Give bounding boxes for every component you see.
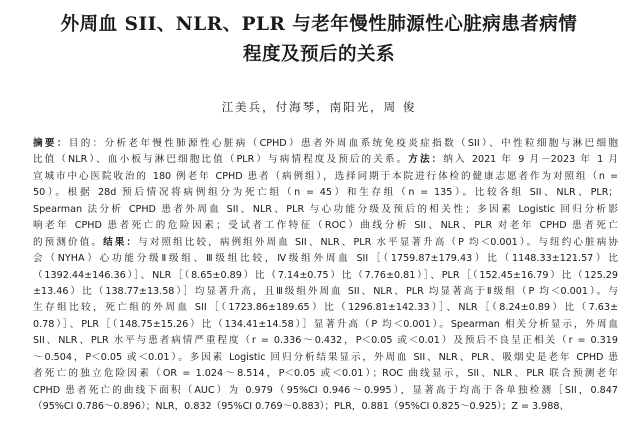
abstract-line [33, 399, 618, 415]
abstract-line [33, 366, 618, 382]
abstract-text: 0.78）］、PLR［（148.75±15.26）比（134.41±14.58）］显著升高（P 均＜0.001）。Spearman 相关分析显示，外周血 [33, 318, 618, 330]
abstract-text: 纳入 2021 年 9 月－2023 年 1 月 [443, 154, 618, 166]
abstract-text: 的预测价值。 [33, 236, 104, 248]
abstract-line [33, 300, 618, 316]
abstract-line [33, 235, 618, 251]
abstract-text: SII、NLR、PLR 水平与患者病情严重程度（r = 0.336～0.432，P＜0.05 或＜0.01）及预后不良呈正相关（r = 0.319 [33, 335, 618, 347]
abstract-line [33, 169, 618, 185]
abstract-text: 响老年 CPHD 患者死亡的危险因素；受试者工作特征（ROC）曲线分析 SII、NLR、PLR 对老年 CPHD 患者死亡 [33, 220, 618, 232]
abstract [33, 136, 618, 415]
abstract-text: 会（NYHA）心功能分级Ⅱ级组、Ⅲ级组比较，Ⅳ级组外周血 SII［（1759.87±179.43）比（1148.33±121.57）比 [33, 253, 618, 265]
abstract-line [33, 251, 618, 267]
abstract-line [33, 268, 618, 284]
abstract-line [33, 185, 618, 201]
abstract-text: 生存组比较，死亡组的外周血 SII［（1723.86±189.65）比（1296.81±142.33）］、NLR［（8.24±0.89）比（7.63± [33, 302, 618, 314]
abstract-line [33, 152, 618, 168]
abstract-line [33, 284, 618, 300]
abstract-line [33, 202, 618, 218]
abstract-text: （1392.44±146.36）］、NLR［（8.65±0.89）比（7.14±0.75）比（7.76±0.81）］、PLR［（152.45±16.79）比（125.29 [33, 269, 618, 281]
result-label: 结果： [103, 236, 139, 248]
abstract-line [33, 350, 618, 366]
abstract-text: 比值（NLR）、血小板与淋巴细胞比值（PLR）与病情程度及预后的关系。 [33, 154, 409, 166]
abstract-line [33, 383, 618, 399]
abstract-text: 与对照组比较，病例组外周血 SII、NLR、PLR 水平显著升高（P 均＜0.001）。与纽约心脏病协 [138, 236, 618, 248]
abstract-text: 者死亡的独立危险因素（OR = 1.024～8.514，P＜0.05 或＜0.01）；ROC 曲线显示，SII、NLR、PLR 联合预测老年 [33, 368, 618, 380]
abstract-label: 摘要： [33, 138, 69, 149]
article-title-line-1: 外周血 SII、NLR、PLR 与老年慢性肺源性心脏病患者病情 [60, 14, 578, 35]
author-list: 江美兵，付海琴，南阳光，周 俊 [221, 100, 417, 114]
abstract-line [33, 333, 618, 349]
abstract-text: 宣城市中心医院收治的 180 例老年 CPHD 患者（病例组），选择同期于本院进行体检的健康志愿者作为对照组（n = [33, 170, 618, 182]
abstract-text: Spearman 法分析 CPHD 患者外周血 SII、NLR、PLR 与心功能分级及预后的相关性；多因素 Logistic 回归分析影 [33, 203, 618, 215]
abstract-line [33, 218, 618, 234]
abstract-text: 目的：分析老年慢性肺源性心脏病（CPHD）患者外周血系统免疫炎症指数（SII）、中性粒细胞与淋巴细胞 [68, 138, 618, 149]
abstract-line [33, 136, 618, 152]
article-title-line-2: 程度及预后的关系 [242, 44, 395, 65]
abstract-line [33, 317, 618, 333]
abstract-text: 50）。根据 28d 预后情况将病例组分为死亡组（n = 45）和生存组（n = 135）。比较各组 SII、NLR、PLR； [33, 187, 618, 199]
abstract-text: （95%CI 0.786～0.896）；NLR，0.832（95%CI 0.769～0.883）；PLR，0.881（95%CI 0.825～0.925）；Z = 3.988、 [33, 401, 570, 412]
abstract-text: CPHD 患者死亡的曲线下面积（AUC）为 0.979（95%CI 0.946～0.995），显著高于均高于各单独检测［SII，0.847 [33, 384, 618, 396]
abstract-text: ±13.46）比（138.77±13.58）］均显著升高，且Ⅲ级组外周血 SII、NLR、PLR 均显著高于Ⅱ级组（P 均＜0.001）。与 [33, 285, 618, 297]
method-label: 方法： [408, 154, 444, 166]
abstract-text: ～0.504，P＜0.05 或＜0.01）。多因素 Logistic 回归分析结果显示，外周血 SII、NLR、PLR、吸烟史是老年 CPHD 患 [33, 351, 618, 363]
